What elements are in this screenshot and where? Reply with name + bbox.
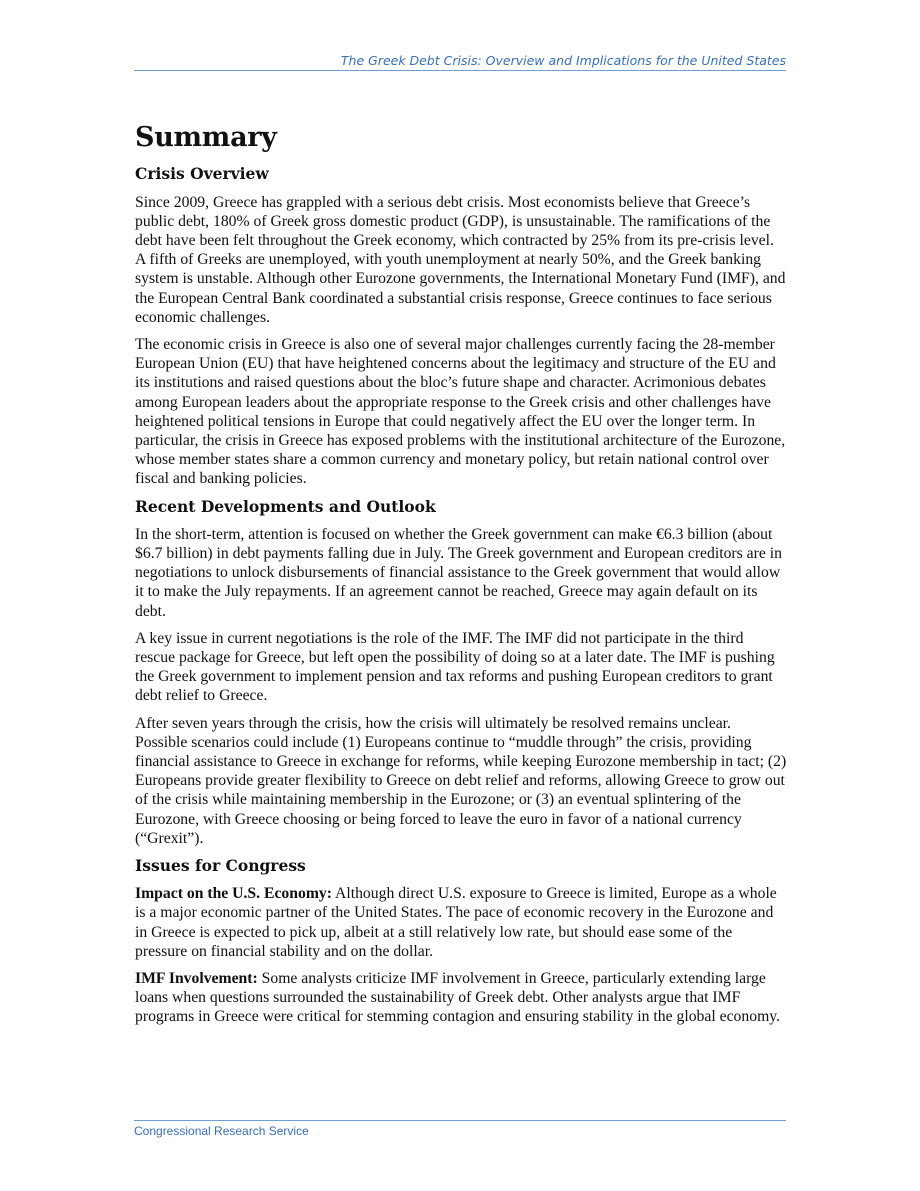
document-body bbox=[135, 122, 787, 1035]
issue-paragraph-imf bbox=[135, 969, 787, 1027]
running-header: The Greek Debt Crisis: Overview and Implications for the United States bbox=[134, 53, 786, 71]
paragraph: A key issue in current negotiations is the role of the IMF. The IMF did not participate in the third rescue package for Greece, but left open the possibility of doing so at a later date. The IMF is pushing the Greek government to implement pension and tax reforms and pushing European creditors to grant debt relief to Greece. bbox=[135, 629, 775, 705]
paragraph: In the short-term, attention is focused on whether the Greek government can make €6.3 billion (about $6.7 billion) in debt payments falling due in July. The Greek government and European creditors are in negotiations to unlock disbursements of financial assistance to the Greek government that would allow it to make the July repayments. If an agreement cannot be reached, Greece may again default on its debt. bbox=[135, 525, 782, 620]
paragraph: After seven years through the crisis, how the crisis will ultimately be resolved remains unclear. Possible scenarios could include (1) Europeans continue to “muddle through” the crisis, providing financial assistance to Greece in exchange for reforms, while keeping Eurozone membership in tact; (2) Europeans provide greater flexibility to Greece on debt relief and reforms, allowing Greece to grow out of the crisis while maintaining membership in the Eurozone; or (3) an eventual splintering of the Eurozone, with Greece choosing or being forced to leave the euro in favor of a national currency (“Grexit”). bbox=[135, 714, 787, 847]
page-footer: Congressional Research Service bbox=[134, 1120, 786, 1138]
issue-text: Although direct U.S. exposure to Greece is limited, Europe as a whole is a major economic partner of the United States. The pace of economic recovery in the Eurozone and in Greece is expected to pick up, albeit at a still relatively low rate, but should ease some of the pressure on financial stability and on the dollar. bbox=[135, 885, 777, 960]
paragraph: Since 2009, Greece has grappled with a serious debt crisis. Most economists believe that Greece’s public debt, 180% of Greek gross domestic product (GDP), is unsustainable. The ramifications of the debt have been felt throughout the Greek economy, which contracted by 25% from its pre-crisis level. A fifth of Greeks are unemployed, with youth unemployment at nearly 50%, and the Greek banking system is unstable. Although other Eurozone governments, the International Monetary Fund (IMF), and the European Central Bank coordinated a substantial crisis response, Greece continues to face serious economic challenges. bbox=[135, 193, 786, 326]
page-title: Summary bbox=[135, 122, 277, 153]
issue-lead: IMF Involvement: bbox=[135, 969, 258, 987]
section-heading-recent-developments: Recent Developments and Outlook bbox=[135, 496, 436, 516]
issue-text: Some analysts criticize IMF involvement in Greece, particularly extending large loans when questions surrounded the sustainability of Greek debt. Other analysts argue that IMF programs in Greece were critical for stemming contagion and ensuring stability in the global economy. bbox=[135, 969, 781, 1026]
section-heading-crisis-overview: Crisis Overview bbox=[135, 164, 269, 184]
issue-paragraph-us-economy bbox=[135, 884, 787, 961]
section-heading-issues-for-congress: Issues for Congress bbox=[135, 855, 306, 875]
issue-lead: Impact on the U.S. Economy: bbox=[135, 885, 332, 903]
paragraph: The economic crisis in Greece is also one of several major challenges currently facing the 28-member European Union (EU) that have heightened concerns about the legitimacy and structure of the EU and its institutions and raised questions about the bloc’s future shape and character. Acrimonious debates among European leaders about the appropriate response to the Greek crisis and other challenges have heightened political tensions in Europe that could negatively affect the EU over the longer term. In particular, the crisis in Greece has exposed problems with the institutional architecture of the Eurozone, whose member states share a common currency and monetary policy, but retain national control over fiscal and banking policies. bbox=[135, 335, 786, 488]
